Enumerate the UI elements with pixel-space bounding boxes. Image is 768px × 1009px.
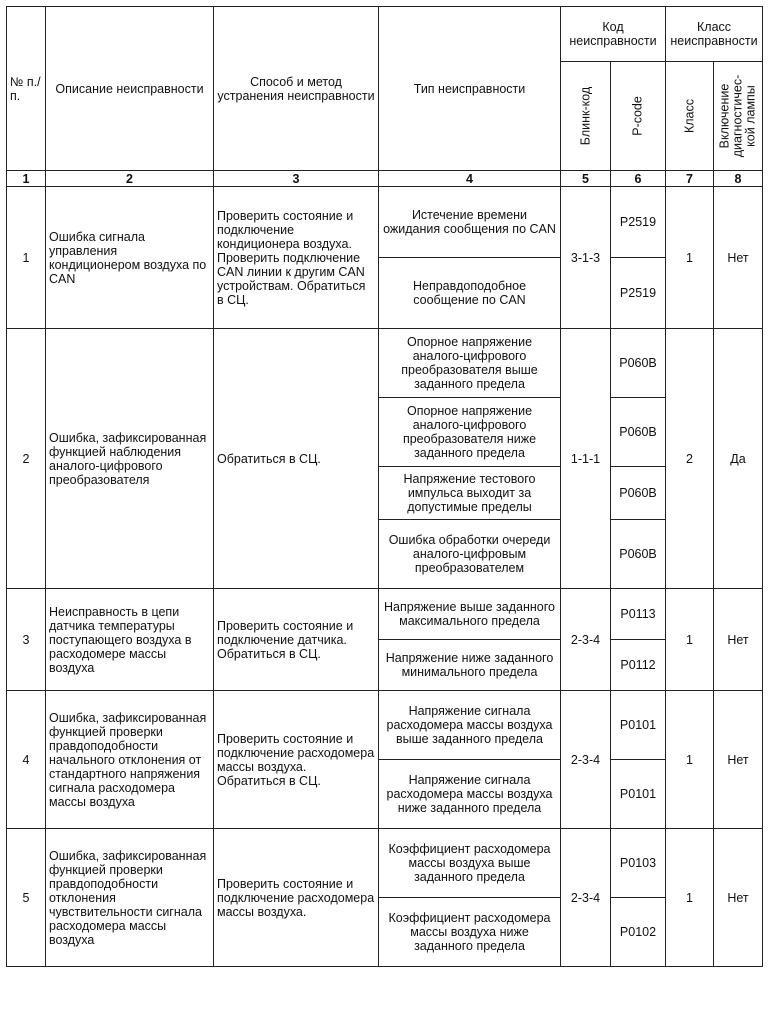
p-code: P0102 xyxy=(611,898,666,967)
fault-type: Напряжение сигнала расходомера массы воздуха выше заданного предела xyxy=(379,691,561,760)
column-number: 7 xyxy=(666,171,714,187)
header-code-group: Код неисправности xyxy=(561,7,666,62)
header-col-method: Способ и метод устранения неисправности xyxy=(214,7,379,171)
p-code: P060B xyxy=(611,398,666,467)
column-number: 1 xyxy=(7,171,46,187)
fault-type: Напряжение тестового импульса выходит за допустимые пределы xyxy=(379,467,561,520)
p-code: P060B xyxy=(611,329,666,398)
fault-description: Ошибка сигнала управления кондиционером воздуха по CAN xyxy=(46,187,214,329)
blink-code: 3-1-3 xyxy=(561,187,611,329)
fault-type: Опорное напряжение аналого-цифрового преобразователя ниже заданного предела xyxy=(379,398,561,467)
row-number: 2 xyxy=(7,329,46,589)
header-blink-label: Блинк-код xyxy=(578,86,592,146)
fault-class: 1 xyxy=(666,691,714,829)
fix-method: Проверить состояние и подключение датчика. Обратиться в СЦ. xyxy=(214,589,379,691)
p-code: P2519 xyxy=(611,187,666,258)
column-number: 6 xyxy=(611,171,666,187)
fault-type: Неправдоподобное сообщение по CAN xyxy=(379,258,561,329)
header-class-group: Класс неисправности xyxy=(666,7,763,62)
column-number: 2 xyxy=(46,171,214,187)
header-col-lamp xyxy=(714,62,763,171)
p-code: P0112 xyxy=(611,640,666,691)
lamp-status: Нет xyxy=(714,589,763,691)
table-row xyxy=(7,589,763,640)
column-number: 8 xyxy=(714,171,763,187)
fix-method: Проверить состояние и подключение расходомера массы воздуха. Обратиться в СЦ. xyxy=(214,691,379,829)
p-code: P2519 xyxy=(611,258,666,329)
blink-code: 2-3-4 xyxy=(561,829,611,967)
lamp-status: Нет xyxy=(714,187,763,329)
p-code: P0101 xyxy=(611,760,666,829)
p-code: P0113 xyxy=(611,589,666,640)
fault-description: Ошибка, зафиксированная функцией проверки правдоподобности начального отклонения от стандартного напряжения сигнала расходомера массы воздуха xyxy=(46,691,214,829)
table-row xyxy=(7,829,763,898)
fault-type: Истечение времени ожидания сообщения по CAN xyxy=(379,187,561,258)
blink-code: 2-3-4 xyxy=(561,691,611,829)
fault-class: 2 xyxy=(666,329,714,589)
fault-class: 1 xyxy=(666,829,714,967)
fault-type: Напряжение сигнала расходомера массы воздуха ниже заданного предела xyxy=(379,760,561,829)
blink-code: 2-3-4 xyxy=(561,589,611,691)
blink-code: 1-1-1 xyxy=(561,329,611,589)
header-col-pcode xyxy=(611,62,666,171)
fault-class: 1 xyxy=(666,187,714,329)
p-code: P060B xyxy=(611,520,666,589)
fault-type: Напряжение ниже заданного минимального предела xyxy=(379,640,561,691)
fix-method: Проверить состояние и подключение кондиционера воздуха. Проверить подключение CAN линии к другим CAN устройствам. Обратиться в СЦ. xyxy=(214,187,379,329)
header-col-class xyxy=(666,62,714,171)
header-col-no: № п./п. xyxy=(7,7,46,171)
fault-class: 1 xyxy=(666,589,714,691)
row-number: 5 xyxy=(7,829,46,967)
header-class-label: Класс xyxy=(682,98,697,134)
row-number: 4 xyxy=(7,691,46,829)
column-number: 3 xyxy=(214,171,379,187)
header-col-desc: Описание неисправности xyxy=(46,7,214,171)
column-number-row xyxy=(7,171,763,187)
fault-description: Неисправность в цепи датчика температуры поступающего воздуха в расходомере массы воздуха xyxy=(46,589,214,691)
fault-type: Коэффициент расходомера массы воздуха выше заданного предела xyxy=(379,829,561,898)
table-row xyxy=(7,691,763,760)
fault-code-table xyxy=(6,6,763,967)
fault-type: Коэффициент расходомера массы воздуха ниже заданного предела xyxy=(379,898,561,967)
fault-description: Ошибка, зафиксированная функцией проверки правдоподобности отклонения чувствительности сигнала расходомера массы воздуха xyxy=(46,829,214,967)
header-col-blink xyxy=(561,62,611,171)
lamp-status: Нет xyxy=(714,691,763,829)
p-code: P0101 xyxy=(611,691,666,760)
table-row xyxy=(7,187,763,258)
fault-description: Ошибка, зафиксированная функцией наблюдения аналого-цифрового преобразователя xyxy=(46,329,214,589)
fault-type: Напряжение выше заданного максимального предела xyxy=(379,589,561,640)
header-lamp-label: Включение диагностичес-кой лампы xyxy=(717,74,758,158)
row-number: 3 xyxy=(7,589,46,691)
fix-method: Обратиться в СЦ. xyxy=(214,329,379,589)
fault-type: Опорное напряжение аналого-цифрового преобразователя выше заданного предела xyxy=(379,329,561,398)
lamp-status: Да xyxy=(714,329,763,589)
document-page xyxy=(6,6,762,967)
column-number: 5 xyxy=(561,171,611,187)
lamp-status: Нет xyxy=(714,829,763,967)
table-row xyxy=(7,329,763,398)
header-row-1 xyxy=(7,7,763,62)
fix-method: Проверить состояние и подключение расходомера массы воздуха. xyxy=(214,829,379,967)
p-code: P060B xyxy=(611,467,666,520)
column-number: 4 xyxy=(379,171,561,187)
row-number: 1 xyxy=(7,187,46,329)
header-pcode-label: P-code xyxy=(630,96,645,136)
p-code: P0103 xyxy=(611,829,666,898)
header-col-type: Тип неисправности xyxy=(379,7,561,171)
fault-type: Ошибка обработки очереди аналого-цифровым преобразователем xyxy=(379,520,561,589)
